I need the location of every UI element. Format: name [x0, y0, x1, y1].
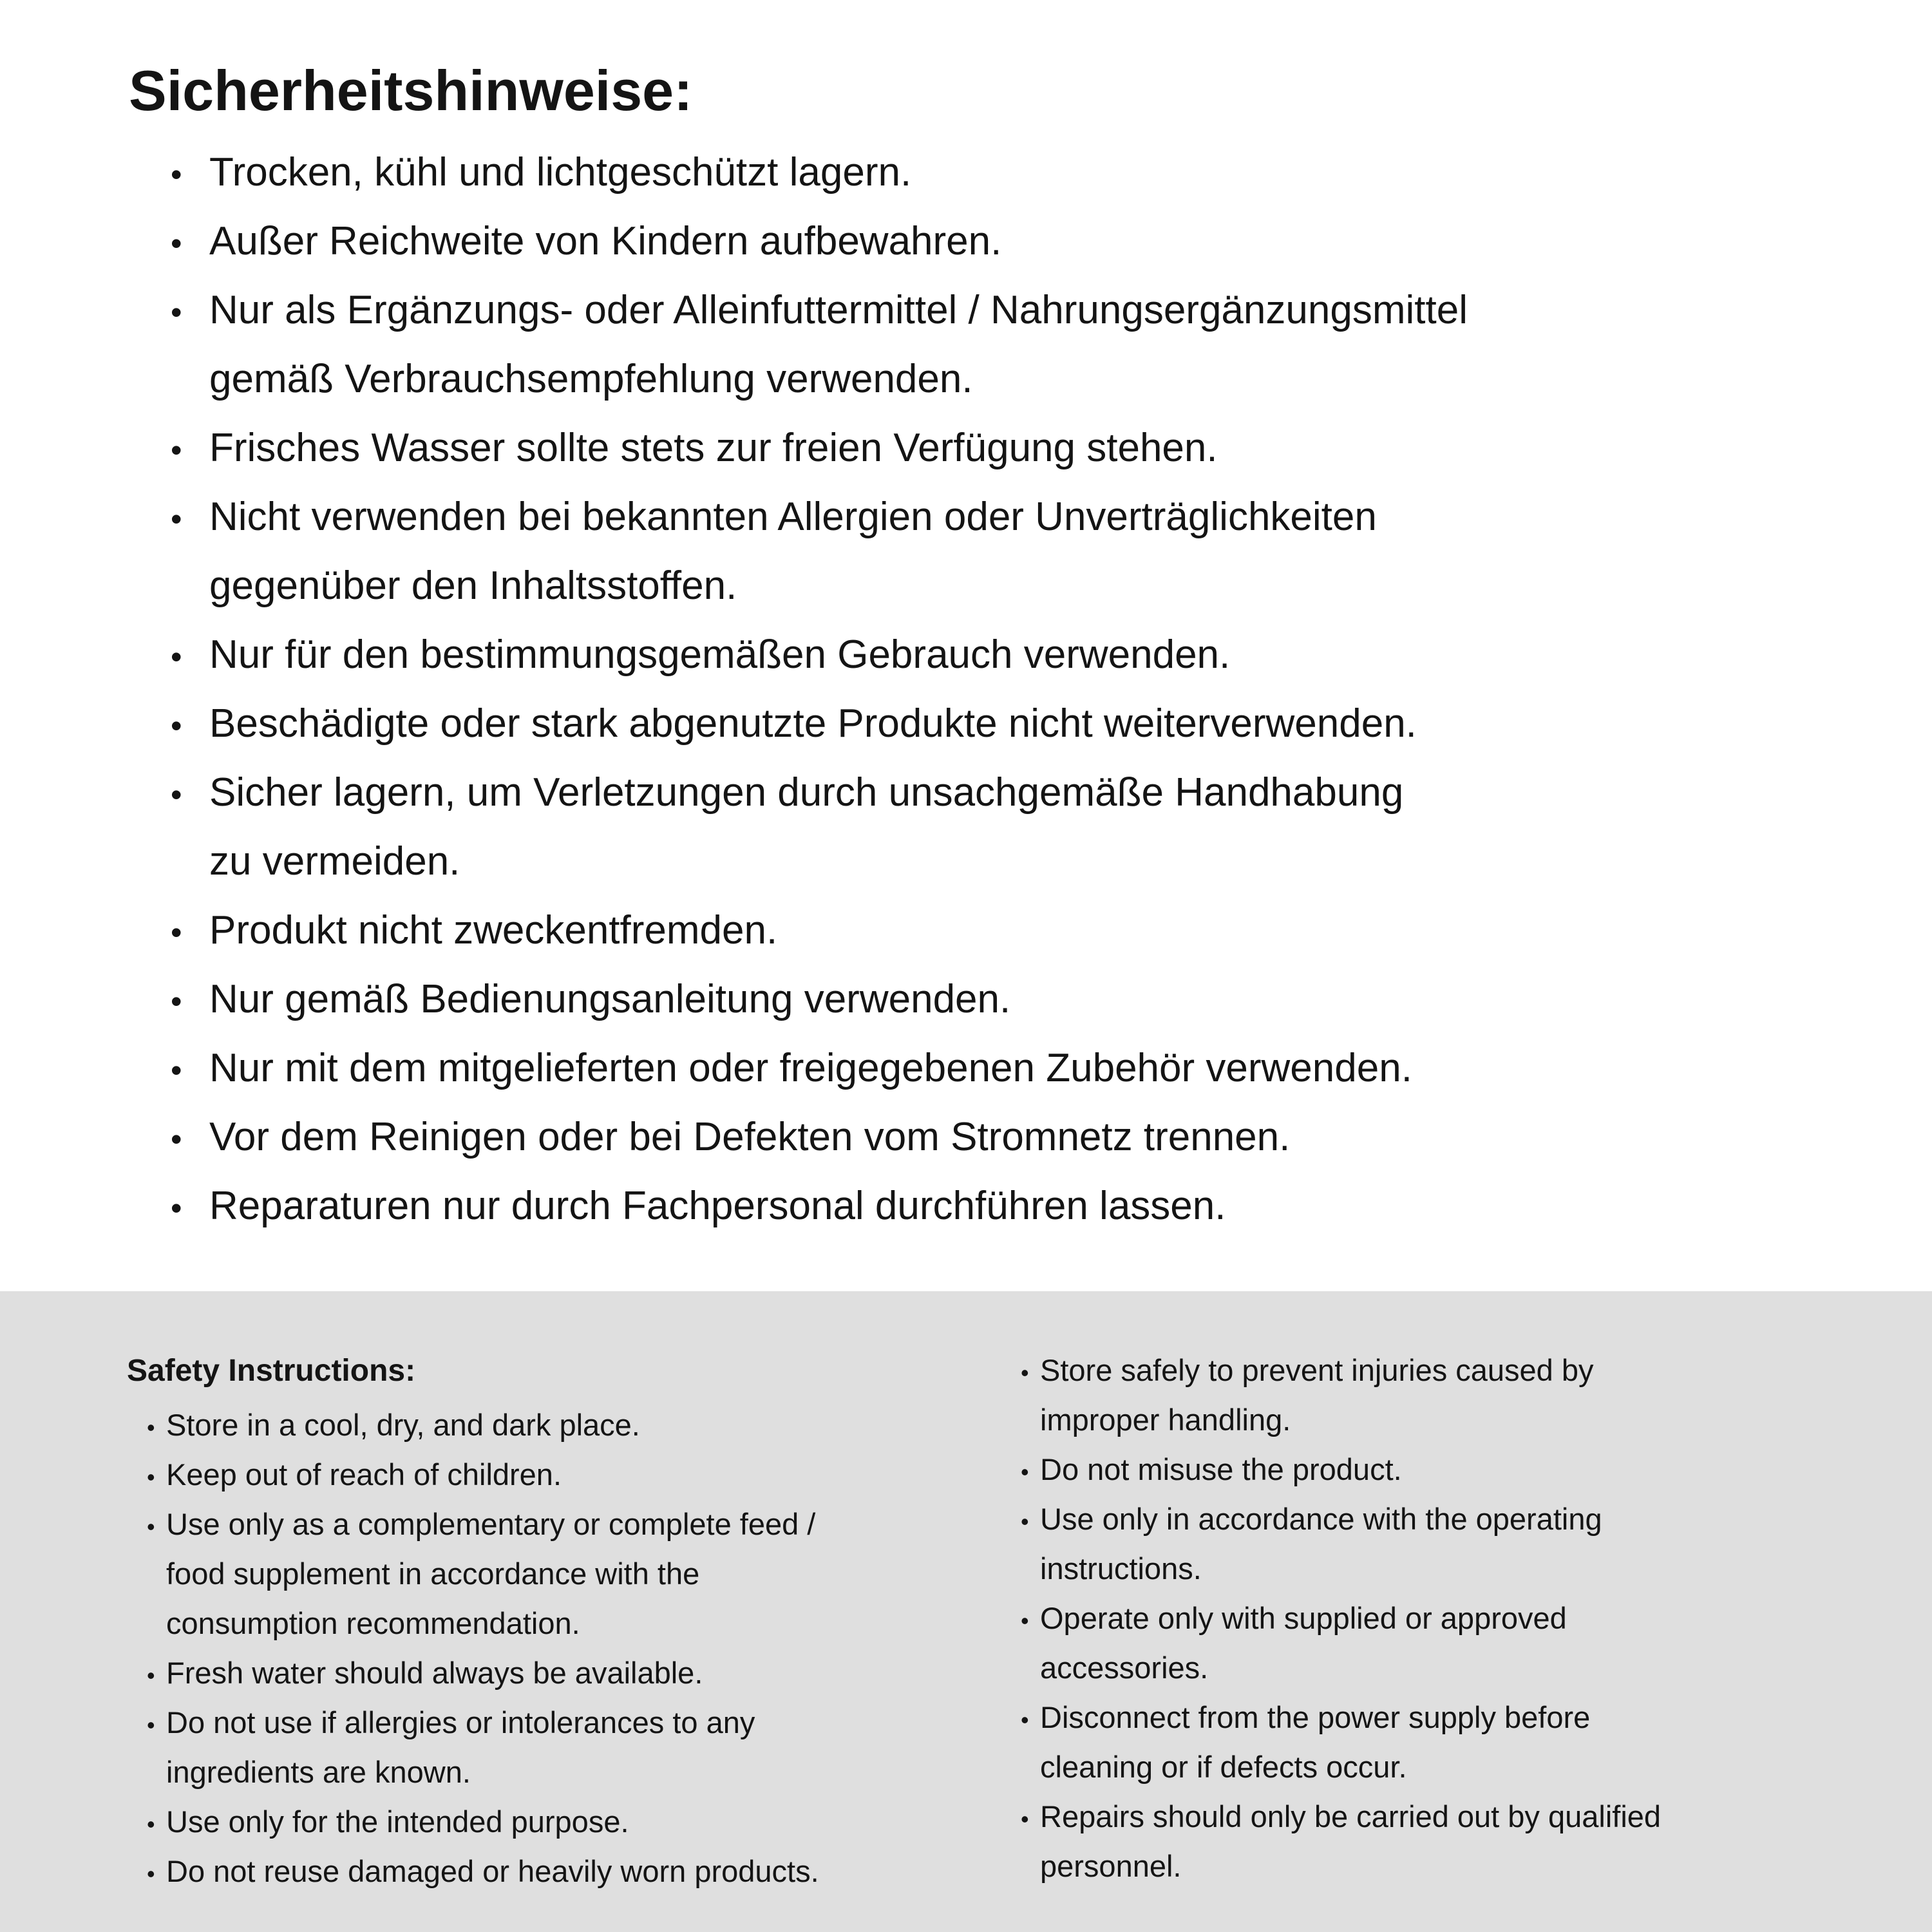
bullet-marker: • — [1021, 1459, 1029, 1485]
list-item-text: Do not reuse damaged or heavily worn products. — [166, 1854, 819, 1888]
list-item-text: cleaning or if defects occur. — [1040, 1750, 1407, 1784]
list-item-text: Do not misuse the product. — [1040, 1452, 1402, 1486]
bullet-marker: • — [147, 1811, 155, 1837]
list-item-continuation-line — [1021, 1396, 1661, 1446]
list-item-text: gemäß Verbrauchsempfehlung verwenden. — [209, 357, 973, 401]
bullet-marker: • — [1021, 1806, 1029, 1832]
bullet-marker: • — [1021, 1508, 1029, 1535]
list-item — [171, 759, 1468, 828]
list-item — [147, 1649, 819, 1699]
list-item-text: zu vermeiden. — [209, 839, 460, 884]
list-item-text: Use only as a complementary or complete feed / — [166, 1507, 816, 1541]
list-item-text: Repairs should only be carried out by qualified — [1040, 1799, 1662, 1833]
bullet-marker: • — [171, 1121, 182, 1157]
list-item-text: Do not use if allergies or intolerances to any — [166, 1705, 755, 1739]
german-instructions-list — [171, 139, 1468, 1242]
english-instructions-list-right — [1021, 1347, 1661, 1892]
list-item-text: Beschädigte oder stark abgenutzte Produkte nicht weiterverwenden. — [209, 701, 1417, 746]
list-item-text: Sicher lagern, um Verletzungen durch unsachgemäße Handhabung — [209, 770, 1404, 815]
list-item — [171, 897, 1468, 966]
list-item-text: Disconnect from the power supply before — [1040, 1700, 1591, 1734]
german-heading: Sicherheitshinweise: — [129, 59, 693, 122]
list-item-text: Vor dem Reinigen oder bei Defekten vom Stromnetz trennen. — [209, 1115, 1291, 1159]
list-item-text: Nicht verwenden bei bekannten Allergien oder Unverträglichkeiten — [209, 495, 1377, 539]
list-item-text: Fresh water should always be available. — [166, 1656, 703, 1690]
bullet-marker: • — [1021, 1359, 1029, 1386]
list-item — [171, 208, 1468, 277]
bullet-marker: • — [171, 983, 182, 1019]
list-item — [171, 139, 1468, 208]
list-item-text: ingredients are known. — [166, 1755, 471, 1789]
list-item-continuation-line — [171, 346, 1468, 415]
list-item — [1021, 1793, 1661, 1842]
bullet-marker: • — [1021, 1707, 1029, 1733]
bullet-marker: • — [171, 1190, 182, 1226]
list-item — [171, 277, 1468, 346]
bullet-marker: • — [147, 1414, 155, 1441]
list-item-text: Store in a cool, dry, and dark place. — [166, 1408, 640, 1442]
list-item — [171, 621, 1468, 690]
list-item-continuation-line — [171, 828, 1468, 897]
list-item — [171, 1035, 1468, 1104]
bullet-marker: • — [171, 294, 182, 330]
list-item — [1021, 1595, 1661, 1644]
list-item-continuation-line — [171, 553, 1468, 621]
list-item-text: Reparaturen nur durch Fachpersonal durchführen lassen. — [209, 1184, 1226, 1228]
list-item — [147, 1798, 819, 1848]
list-item-continuation-line — [147, 1600, 819, 1649]
list-item — [171, 1104, 1468, 1173]
list-item-text: Nur für den bestimmungsgemäßen Gebrauch verwenden. — [209, 632, 1231, 677]
list-item-text: Frisches Wasser sollte stets zur freien Verfügung stehen. — [209, 426, 1218, 470]
bullet-marker: • — [147, 1662, 155, 1689]
list-item-text: personnel. — [1040, 1849, 1182, 1883]
bullet-marker: • — [171, 156, 182, 193]
list-item-text: consumption recommendation. — [166, 1606, 580, 1640]
list-item — [171, 415, 1468, 484]
list-item-text: Use only in accordance with the operating — [1040, 1502, 1602, 1536]
list-item — [147, 1848, 819, 1897]
list-item-continuation-line — [147, 1748, 819, 1798]
list-item — [1021, 1347, 1661, 1396]
bullet-marker: • — [147, 1464, 155, 1490]
list-item — [147, 1401, 819, 1451]
bullet-marker: • — [171, 225, 182, 261]
bullet-marker: • — [171, 501, 182, 537]
list-item-text: Trocken, kühl und lichtgeschützt lagern. — [209, 150, 912, 194]
list-item-text: food supplement in accordance with the — [166, 1557, 700, 1591]
list-item-continuation-line — [1021, 1545, 1661, 1595]
list-item — [1021, 1446, 1661, 1495]
list-item — [171, 690, 1468, 759]
bullet-marker: • — [171, 639, 182, 675]
list-item-text: improper handling. — [1040, 1403, 1291, 1437]
bullet-marker: • — [147, 1513, 155, 1540]
list-item — [147, 1501, 819, 1550]
list-item-text: Operate only with supplied or approved — [1040, 1601, 1567, 1635]
list-item — [147, 1451, 819, 1501]
list-item-text: Produkt nicht zweckentfremden. — [209, 908, 778, 952]
list-item-text: instructions. — [1040, 1551, 1202, 1586]
bullet-marker: • — [147, 1861, 155, 1887]
list-item-text: accessories. — [1040, 1651, 1209, 1685]
list-item-text: Use only for the intended purpose. — [166, 1804, 629, 1839]
list-item — [171, 1173, 1468, 1242]
list-item-text: Nur als Ergänzungs- oder Alleinfuttermittel / Nahrungsergänzungsmittel — [209, 288, 1468, 332]
list-item — [1021, 1694, 1661, 1743]
list-item-text: Store safely to prevent injuries caused by — [1040, 1353, 1594, 1387]
bullet-marker: • — [171, 432, 182, 468]
english-instructions-list-left — [147, 1401, 819, 1897]
list-item — [147, 1699, 819, 1748]
list-item-continuation-line — [1021, 1644, 1661, 1694]
bullet-marker: • — [147, 1712, 155, 1738]
list-item-text: Nur gemäß Bedienungsanleitung verwenden. — [209, 977, 1011, 1021]
bullet-marker: • — [1021, 1607, 1029, 1634]
list-item — [1021, 1495, 1661, 1545]
list-item — [171, 484, 1468, 553]
english-section-panel — [0, 1291, 1932, 1932]
list-item-continuation-line — [1021, 1743, 1661, 1793]
list-item — [171, 966, 1468, 1035]
bullet-marker: • — [171, 708, 182, 744]
list-item-text: Nur mit dem mitgelieferten oder freigegebenen Zubehör verwenden. — [209, 1046, 1412, 1090]
list-item-continuation-line — [147, 1550, 819, 1600]
list-item-text: Außer Reichweite von Kindern aufbewahren. — [209, 219, 1002, 263]
bullet-marker: • — [171, 777, 182, 813]
list-item-text: Keep out of reach of children. — [166, 1457, 562, 1492]
english-heading: Safety Instructions: — [127, 1354, 416, 1388]
bullet-marker: • — [171, 1052, 182, 1088]
bullet-marker: • — [171, 914, 182, 951]
list-item-text: gegenüber den Inhaltsstoffen. — [209, 564, 737, 608]
list-item-continuation-line — [1021, 1842, 1661, 1892]
